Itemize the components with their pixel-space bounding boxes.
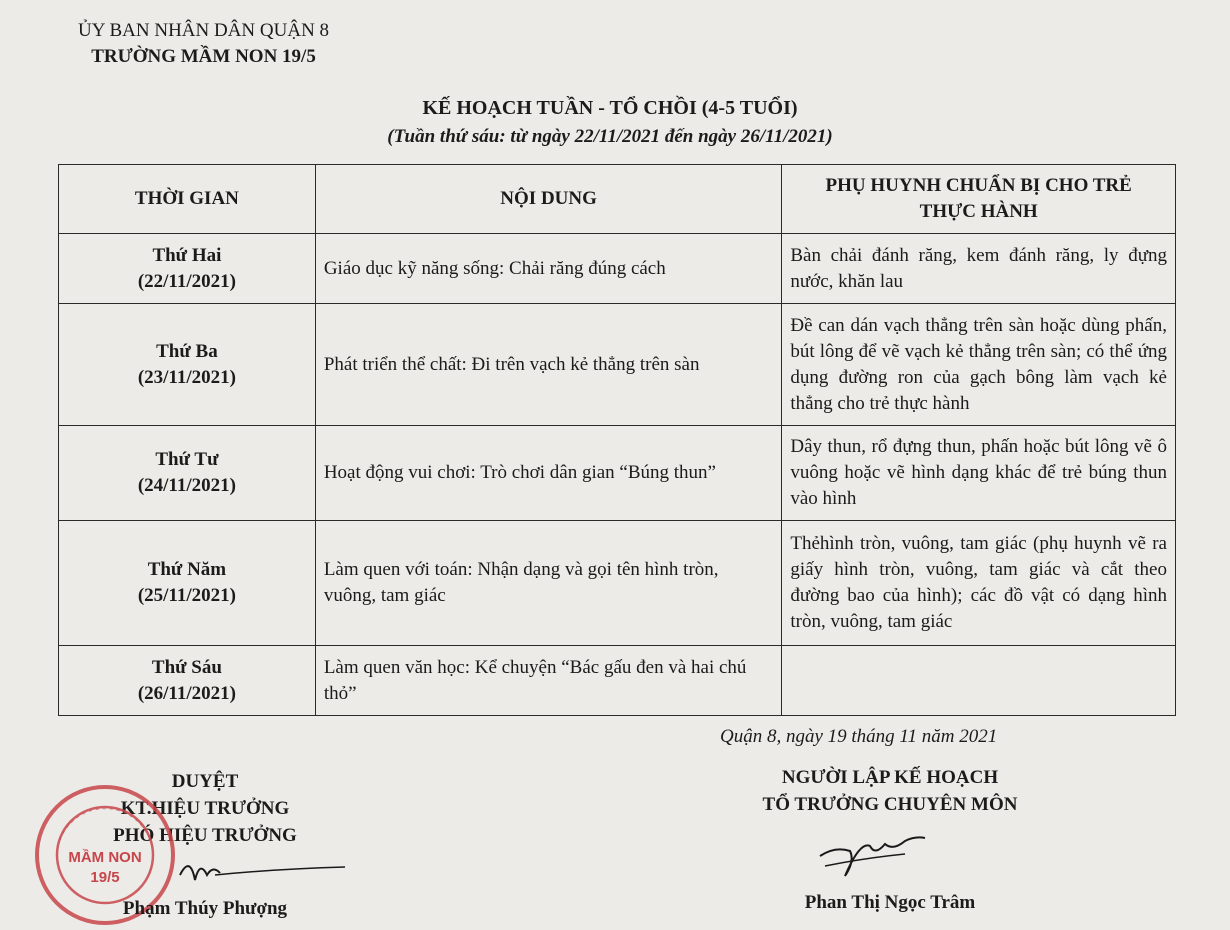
time-cell (59, 646, 316, 716)
content-cell: Làm quen văn học: Kể chuyện “Bác gấu đen và hai chú thỏ” (315, 646, 782, 716)
date-label: (23/11/2021) (137, 366, 236, 388)
approver-signature-icon (175, 845, 355, 895)
approver-title-1: DUYỆT (171, 771, 239, 792)
org-header (78, 18, 329, 70)
stamp-text-2: 19/5 (90, 869, 120, 886)
prep-cell: Dây thun, rổ đựng thun, phấn hoặc bút lông vẽ ô vuông hoặc vẽ hình dạng khác để trẻ búng thun vào hình (782, 426, 1176, 521)
planner-signature-icon (815, 826, 935, 886)
day-label: Thứ Sáu (151, 656, 222, 678)
time-cell (59, 304, 316, 426)
time-cell (59, 234, 316, 304)
planner-signature-block (720, 764, 1060, 818)
content-cell: Phát triển thể chất: Đi trên vạch kẻ thẳng trên sàn (315, 304, 782, 426)
date-label: (24/11/2021) (137, 475, 236, 496)
table-row (59, 234, 1176, 304)
day-label: Thứ Năm (147, 559, 227, 580)
table-row (59, 304, 1176, 426)
approver-title-2: KT.HIỆU TRƯỞNG (120, 798, 290, 819)
planner-title-1: NGƯỜI LẬP KẾ HOẠCH (781, 767, 999, 788)
date-place: Quận 8, ngày 19 tháng 11 năm 2021 (720, 726, 998, 747)
time-cell (59, 426, 316, 521)
date-label: (22/11/2021) (137, 270, 236, 292)
prep-cell: Bàn chải đánh răng, kem đánh răng, ly đựng nước, khăn lau (782, 234, 1176, 304)
approver-title-3: PHÓ HIỆU TRƯỞNG (113, 825, 297, 846)
prep-cell: Thẻhình tròn, vuông, tam giác (phụ huynh vẽ ra giấy hình tròn, vuông, tam giác và cắt theo đường bao của hình); các đồ vật có dạng hình tròn, vuông, tam giác (782, 521, 1176, 646)
day-label: Thứ Ba (156, 340, 218, 362)
header-prep (782, 165, 1176, 234)
table-row (59, 426, 1176, 521)
day-label: Thứ Tư (155, 449, 219, 470)
prep-cell: Đề can dán vạch thẳng trên sàn hoặc dùng phấn, bút lông để vẽ vạch kẻ thẳng trên sàn; có thể ứng dụng đường ron của gạch bông làm vạch kẻ thẳng cho trẻ thực hành (782, 304, 1176, 426)
planner-name: Phan Thị Ngọc Trâm (804, 892, 976, 913)
document-subtitle: (Tuần thứ sáu: từ ngày 22/11/2021 đến ngày 26/11/2021) (387, 126, 833, 147)
date-label: (25/11/2021) (137, 585, 236, 606)
table-row (59, 521, 1176, 646)
header-prep-line-1: PHỤ HUYNH CHUẨN BỊ CHO TRẺ (825, 175, 1132, 196)
prep-cell (782, 646, 1176, 716)
header-time: THỜI GIAN (59, 165, 316, 234)
date-label: (26/11/2021) (137, 682, 236, 704)
org-line-2: TRƯỜNG MẦM NON 19/5 (91, 46, 316, 67)
document-title: KẾ HOẠCH TUẦN - TỔ CHỒI (4-5 TUỔI) (422, 97, 798, 119)
table-row (59, 646, 1176, 716)
content-cell: Hoạt động vui chơi: Trò chơi dân gian “Búng thun” (315, 426, 782, 521)
weekly-plan-table (58, 164, 1176, 716)
header-prep-line-2: THỰC HÀNH (919, 201, 1038, 222)
time-cell (59, 521, 316, 646)
planner-title-2: TỔ TRƯỞNG CHUYÊN MÔN (762, 794, 1018, 815)
table-header-row (59, 165, 1176, 234)
content-cell: Làm quen với toán: Nhận dạng và gọi tên hình tròn, vuông, tam giác (315, 521, 782, 646)
approver-name: Phạm Thúy Phượng (122, 898, 288, 919)
stamp-text-1: MẦM NON (68, 849, 142, 866)
content-cell: Giáo dục kỹ năng sống: Chải răng đúng cách (315, 234, 782, 304)
header-content: NỘI DUNG (315, 165, 782, 234)
org-line-1: ỦY BAN NHÂN DÂN QUẬN 8 (78, 20, 330, 41)
day-label: Thứ Hai (152, 244, 222, 266)
